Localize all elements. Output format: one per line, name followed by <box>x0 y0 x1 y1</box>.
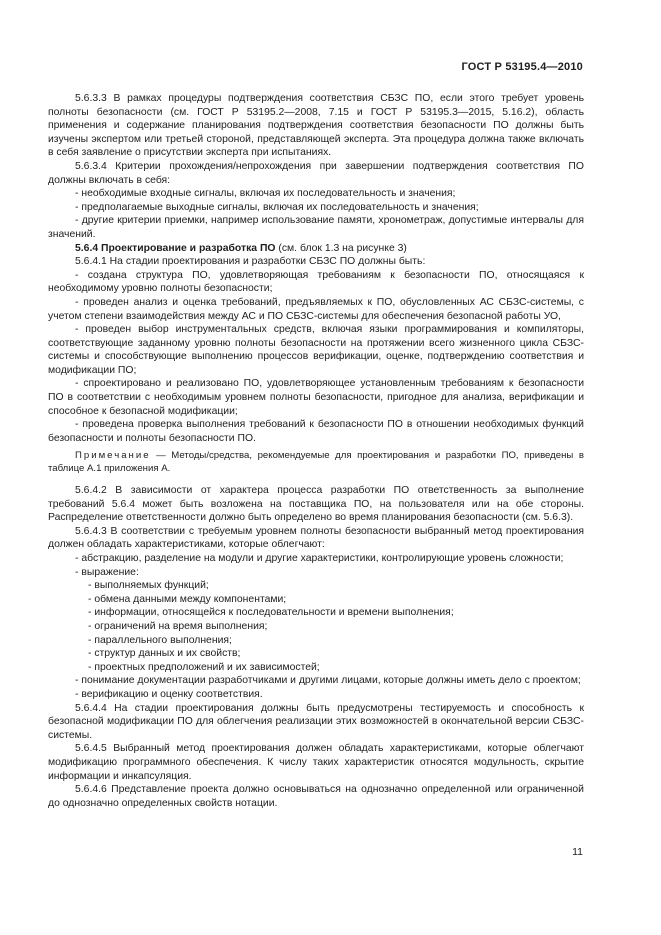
list-item: - предполагаемые выходные сигналы, включая их последовательность и значения; <box>75 201 479 213</box>
list-item: - верификацию и оценку соответствия. <box>75 688 263 700</box>
list-item: - выражение: <box>75 566 139 578</box>
paragraph-5-6-4-1: 5.6.4.1 На стадии проектирования и разработки СБЗС ПО должны быть: <box>75 256 426 268</box>
section-title: 5.6.4 Проектирование и разработка ПО <box>75 242 276 254</box>
paragraph-5-6-3-4: 5.6.3.4 Критерии прохождения/непрохождения при завершении подтверждения соответствия ПО должны включать в себя: <box>48 160 584 186</box>
list-item: - другие критерии приемки, например использование памяти, хронометраж, допустимые интервалы для значений. <box>48 215 584 240</box>
list-item: - проведена проверка выполнения требований к безопасности ПО в отношении необходимых функций безопасности и полноты безопасности ПО. <box>48 419 584 444</box>
sub-list-item: - информации, относящейся к последовательности и времени выполнения; <box>88 607 454 619</box>
note-label: Примечание <box>75 450 151 462</box>
paragraph-5-6-4-5: 5.6.4.5 Выбранный метод проектирования должен обладать характеристиками, которые облегчают модификацию программного обеспечения. К числу таких характеристик относятся модульность, скрытие информации и инкапсуляция. <box>48 743 584 782</box>
list-item: - необходимые входные сигналы, включая их последовательность и значения; <box>75 188 456 200</box>
sub-list-item: - выполняемых функций; <box>88 580 209 592</box>
document-body <box>48 92 584 810</box>
list-item: - спроектировано и реализовано ПО, удовлетворяющее установленным требованиям к безопасности ПО в соответствии с необходимым уровнем полноты безопасности, пригодное для анализа, верификации и способное к безопасной модификации; <box>48 378 584 417</box>
paragraph-5-6-4-6: 5.6.4.6 Представление проекта должно основываться на однозначно определенной или ограниченной до однозначно определенных свойств нотации. <box>48 784 584 809</box>
document-header: ГОСТ Р 53195.4—2010 <box>461 61 583 73</box>
page-number: 11 <box>572 846 583 858</box>
note <box>48 450 584 476</box>
list-item: - абстракцию, разделение на модули и другие характеристики, контролирующие уровень сложности; <box>75 553 564 564</box>
sub-list-item: - ограничений на время выполнения; <box>88 620 268 632</box>
list-item: - создана структура ПО, удовлетворяющая требованиям к безопасности ПО, относящаяся к необходимому уровню полноты безопасности; <box>48 269 584 295</box>
paragraph-5-6-3-3: 5.6.3.3 В рамках процедуры подтверждения соответствия СБЗС ПО, если этого требует уровень полноты безопасности (см. ГОСТ Р 53195.2—2008, 7.15 и ГОСТ Р 53195.3—2015, 5.16.2), область применения и содержание планирования подтверждения соответствия безопасности ПО должны быть изучены экспертом или третьей стороной, представляющей эксперта. Эта процедура должна также включать в себя заявление о присутствии эксперта при испытаниях. <box>48 93 584 159</box>
note-text: — Методы/средства, рекомендуемые для проектирования и разработки ПО, приведены в таблице А.1 приложения А. <box>48 450 584 475</box>
paragraph-5-6-4-2: 5.6.4.2 В зависимости от характера процесса разработки ПО ответственность за выполнение требований 5.6.4 может быть возложена на поставщика ПО, на пользователя или на обе стороны. Распределение ответственности должно быть определено во время планирования безопасности (см. 5.6.3). <box>48 485 584 524</box>
sub-list-item: - обмена данными между компонентами; <box>88 593 287 605</box>
sub-list-item: - параллельного выполнения; <box>88 634 232 646</box>
section-heading-5-6-4 <box>48 242 584 256</box>
sub-list-item: - структур данных и их свойств; <box>88 648 241 660</box>
list-item: - проведен анализ и оценка требований, предъявляемых к ПО, обусловленных АС СБЗС-системы, с учетом степени взаимодействия между АС и ПО СБЗС-системы для обеспечения безопасной работы УО, <box>48 296 584 322</box>
section-reference: (см. блок 1.3 на рисунке 3) <box>275 242 407 254</box>
list-item: - понимание документации разработчиками и другими лицами, которые должны иметь дело с проектом; <box>75 675 581 687</box>
sub-list-item: - проектных предположений и их зависимостей; <box>88 661 320 673</box>
list-item: - проведен выбор инструментальных средств, включая языки программирования и компиляторы, соответствующие заданному уровню полноты безопасности на протяжении всего жизненного цикла СБЗС-системы и способствующие выполнению процессов верификации, оценке, подтверждению соответствия и модификации ПО; <box>48 324 584 376</box>
paragraph-5-6-4-4: 5.6.4.4 На стадии проектирования должны быть предусмотрены тестируемость и способность к безопасной модификации ПО для облегчения реализации этих возможностей в окончательной версии СБЗС-системы. <box>48 702 584 741</box>
paragraph-5-6-4-3: 5.6.4.3 В соответствии с требуемым уровнем полноты безопасности выбранный метод проектирования должен обладать характеристиками, которые облегчают: <box>48 525 584 551</box>
